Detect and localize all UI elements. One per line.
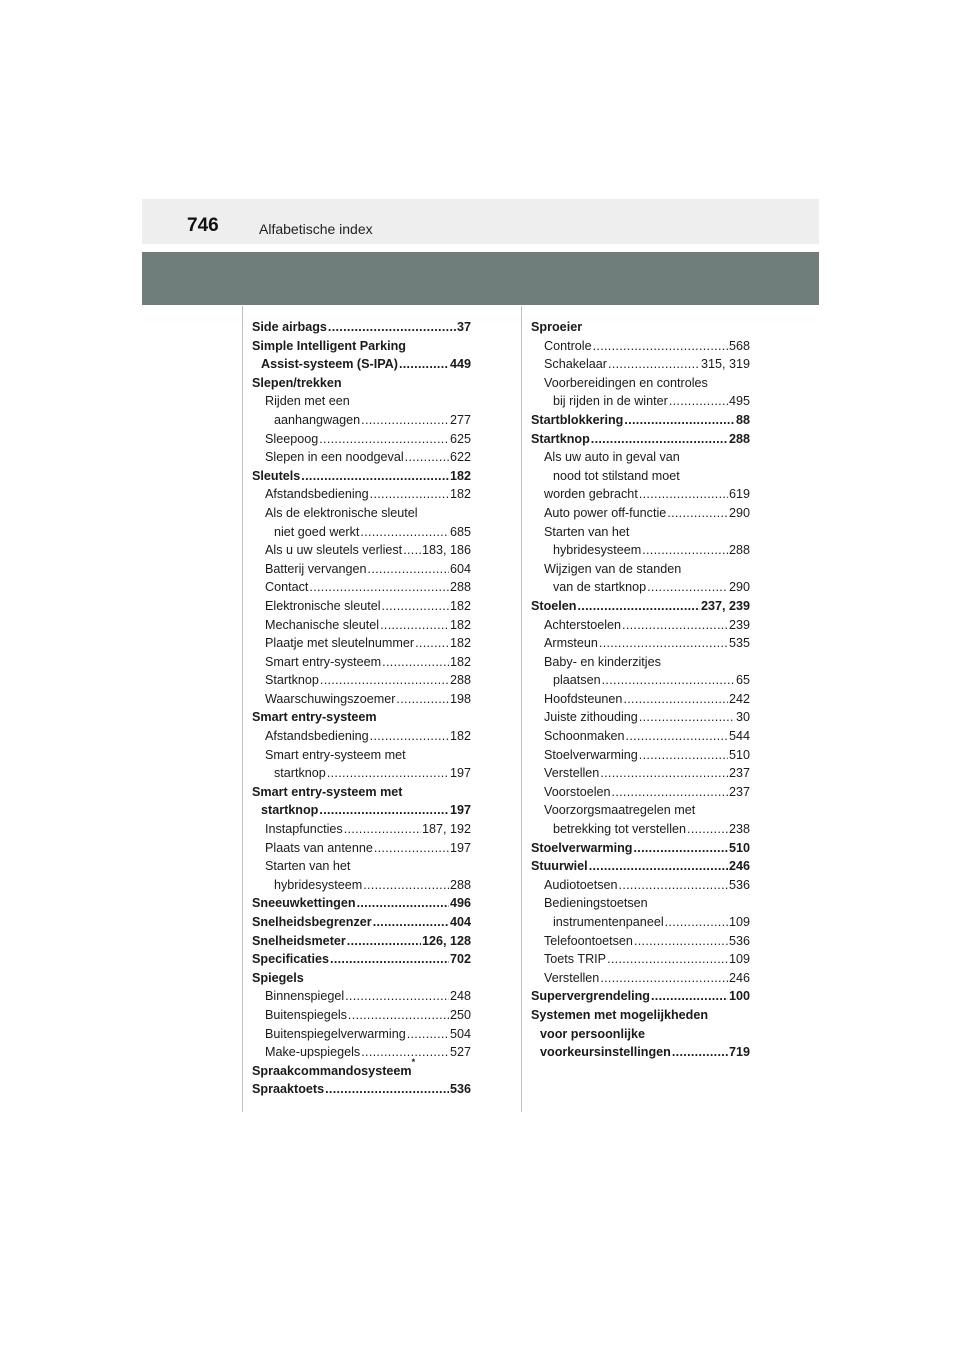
index-entry-page: 504 [449, 1026, 471, 1041]
index-entry-label: Plaats van antenne [265, 840, 373, 855]
index-entry [252, 987, 471, 1006]
index-entry-label: Auto power off-functie [544, 505, 667, 520]
index-entry-page: 183, 186 [421, 543, 471, 558]
index-entry [252, 894, 471, 913]
index-entry [531, 969, 750, 988]
index-entry [252, 485, 471, 504]
index-entry [531, 783, 750, 802]
index-entry-page: 449 [449, 357, 471, 372]
index-entry [252, 337, 471, 356]
index-entry-label: Telefoontoetsen [544, 933, 633, 948]
dot-leader [363, 876, 449, 895]
index-entry-page: 315, 319 [700, 357, 750, 372]
index-entry-label: Controle [544, 338, 592, 353]
index-entry-label: Als u uw sleutels verliest [265, 543, 403, 558]
index-entry [531, 764, 750, 783]
index-entry-page: 277 [449, 412, 471, 427]
index-entry [531, 913, 750, 932]
index-entry-label: Stoelverwarming [544, 747, 638, 762]
index-entry-label: Afstandsbediening [265, 487, 369, 502]
index-entry-label: Simple Intelligent Parking [252, 338, 406, 353]
index-entry-page: 288 [728, 543, 750, 558]
index-entry [252, 541, 471, 560]
index-entry [252, 1080, 471, 1099]
index-entry [531, 727, 750, 746]
index-entry [531, 541, 750, 560]
index-entry [252, 764, 471, 783]
dot-leader [330, 950, 449, 969]
index-entry-label: Elektronische sleutel [265, 598, 381, 613]
index-column-right [531, 318, 750, 1062]
index-entry [531, 950, 750, 969]
page-number: 746 [187, 215, 219, 236]
dot-leader [619, 876, 728, 895]
dot-leader [626, 727, 728, 746]
index-entry [531, 820, 750, 839]
index-entry-label: Sleutels [252, 468, 301, 483]
index-entry-page: 536 [728, 933, 750, 948]
index-entry [531, 355, 750, 374]
dot-leader [344, 820, 421, 839]
dot-leader [622, 616, 728, 635]
dot-leader [370, 727, 449, 746]
index-entry-label: Baby- en kinderzitjes [544, 654, 661, 669]
footnote-asterisk: * [411, 1056, 416, 1067]
index-entry [252, 913, 471, 932]
index-entry-label: nood tot stilstand moet [553, 468, 680, 483]
index-entry-label: Startknop [265, 673, 319, 688]
index-entry-label: Smart entry-systeem [252, 710, 377, 725]
index-entry-page: 250 [449, 1007, 471, 1022]
dot-leader [399, 355, 449, 374]
index-entry-label: Bedieningstoetsen [544, 896, 648, 911]
index-entry [252, 969, 471, 988]
index-entry-label: Stoelverwarming [531, 840, 633, 855]
index-entry-page: 197 [449, 766, 471, 781]
dot-leader [382, 597, 449, 616]
index-entry [531, 671, 750, 690]
index-entry-label: hybridesysteem [274, 877, 363, 892]
index-entry [252, 1043, 471, 1062]
index-entry [252, 355, 471, 374]
dot-leader [325, 1080, 449, 1099]
index-entry-label: Plaatje met sleutelnummer [265, 636, 415, 651]
index-entry [531, 932, 750, 951]
index-entry-page: 246 [728, 970, 750, 985]
index-entry-page: 182 [449, 617, 471, 632]
index-entry-page: 237, 239 [700, 598, 750, 613]
index-entry-label: Assist-systeem (S-IPA) [261, 357, 398, 372]
index-entry [252, 746, 471, 765]
index-entry [531, 523, 750, 542]
index-entry [531, 430, 750, 449]
index-entry [252, 616, 471, 635]
dot-leader [639, 708, 735, 727]
dot-leader [368, 560, 449, 579]
index-entry-label: Slepen in een noodgeval [265, 450, 404, 465]
index-entry [531, 448, 750, 467]
index-entry-page: 404 [449, 915, 471, 929]
dot-leader [370, 485, 449, 504]
index-entry [252, 318, 471, 337]
index-entry-label: voor persoonlijke [540, 1026, 645, 1041]
dot-leader [687, 820, 728, 839]
dot-leader [319, 801, 449, 820]
index-entry-label: Voorbereidingen en controles [544, 375, 708, 390]
index-entry-page: 510 [728, 840, 750, 855]
dot-leader [328, 318, 456, 337]
index-entry-page: 288 [728, 431, 750, 446]
index-entry [252, 504, 471, 523]
index-entry-page: 182 [449, 729, 471, 744]
index-entry-page: 619 [728, 487, 750, 502]
index-entry [531, 894, 750, 913]
index-entry-label: Hoofdsteunen [544, 691, 623, 706]
index-entry-page: 288 [449, 877, 471, 892]
index-entry-page: 239 [728, 617, 750, 632]
index-entry-label: Instapfuncties [265, 822, 343, 837]
dot-leader [361, 411, 449, 430]
dot-leader [407, 1025, 449, 1044]
index-entry-label: Buitenspiegels [265, 1007, 347, 1022]
index-entry-page: 248 [449, 989, 471, 1004]
index-entry [252, 1025, 471, 1044]
index-entry [531, 318, 750, 337]
index-entry-page: 535 [728, 636, 750, 651]
index-entry [531, 746, 750, 765]
dot-leader [396, 690, 449, 709]
index-entry-page: 65 [735, 673, 750, 688]
dot-leader [589, 857, 728, 876]
index-entry-label: Buitenspiegelverwarming [265, 1026, 406, 1041]
index-entry-label: Schoonmaken [544, 729, 625, 744]
index-entry-label: voorkeursinstellingen [540, 1045, 671, 1060]
index-entry [531, 1006, 750, 1025]
index-entry-label: Side airbags [252, 320, 327, 334]
dot-leader [600, 969, 728, 988]
index-entry-label: Sleepoog [265, 431, 319, 446]
index-entry-label: Stuurwiel [531, 859, 588, 874]
index-entry-label: Voorstoelen [544, 784, 611, 799]
index-entry-label: Batterij vervangen [265, 561, 367, 576]
index-entry-page: 536 [449, 1082, 471, 1097]
index-entry-label: bij rijden in de winter [553, 394, 668, 409]
index-entry [531, 987, 750, 1006]
index-entry [252, 671, 471, 690]
index-entry-label: Voorzorgsmaatregelen met [544, 803, 696, 818]
index-entry [252, 820, 471, 839]
index-entry [531, 708, 750, 727]
dot-leader [642, 541, 728, 560]
index-entry [252, 857, 471, 876]
index-entry-page: 288 [449, 580, 471, 595]
index-entry-label: niet goed werkt [274, 524, 360, 539]
index-entry-page: 290 [728, 580, 750, 595]
index-entry-page: 246 [728, 859, 750, 874]
index-entry-page: 496 [449, 896, 471, 911]
index-entry-label: Stoelen [531, 598, 577, 613]
dot-leader [639, 746, 728, 765]
dot-leader [623, 690, 728, 709]
index-entry-label: Startknop [531, 431, 590, 446]
index-entry [531, 839, 750, 858]
index-entry [252, 801, 471, 820]
index-entry-label: Spraaktoets [252, 1082, 325, 1097]
dot-leader [373, 913, 449, 932]
index-entry-page: 622 [449, 450, 471, 465]
index-entry-label: betrekking tot verstellen [553, 822, 687, 837]
dot-leader [374, 839, 449, 858]
index-entry-page: 182 [449, 468, 471, 483]
index-entry-page: 536 [728, 877, 750, 892]
dot-leader [672, 1043, 728, 1062]
index-entry-page: 702 [449, 952, 471, 967]
index-entry-label: Starten van het [544, 524, 630, 539]
index-entry-page: 100 [728, 989, 750, 1004]
index-entry-label: Starten van het [265, 859, 351, 874]
index-entry-label: Smart entry-systeem met [265, 747, 406, 762]
dot-leader [633, 839, 728, 858]
index-entry [252, 783, 471, 802]
dot-leader [348, 1006, 449, 1025]
index-entry-label: Toets TRIP [544, 952, 607, 967]
index-entry-page: 604 [449, 561, 471, 576]
index-entry-page: 197 [449, 840, 471, 855]
index-entry-page: 237 [728, 784, 750, 799]
index-entry-page: 568 [728, 338, 750, 353]
index-entry-label: Audiotoetsen [544, 877, 618, 892]
dot-leader [357, 894, 449, 913]
index-entry-label: Armsteun [544, 636, 598, 651]
index-entry-label: Juiste zithouding [544, 710, 638, 725]
index-entry [531, 392, 750, 411]
index-entry-page: 527 [449, 1045, 471, 1060]
index-entry-page: 88 [735, 412, 750, 427]
section-title: Alfabetische index [259, 221, 373, 237]
index-entry [252, 411, 471, 430]
index-entry-label: startknop [274, 766, 326, 781]
index-entry [531, 1043, 750, 1062]
index-entry [531, 485, 750, 504]
index-entry-label: Supervergrendeling [531, 989, 650, 1004]
index-entry-label: Make-upspiegels [265, 1045, 361, 1060]
dot-leader [639, 485, 728, 504]
index-entry [252, 523, 471, 542]
index-entry [252, 727, 471, 746]
index-entry-label: Wijzigen van de standen [544, 561, 682, 576]
index-entry-page: 290 [728, 505, 750, 520]
index-entry [252, 708, 471, 727]
index-entry [252, 839, 471, 858]
dot-leader [382, 653, 449, 672]
index-entry [531, 801, 750, 820]
index-entry-page: 510 [728, 747, 750, 762]
index-entry-label: Waarschuwingszoemer [265, 691, 396, 706]
index-entry-label: Rijden met een [265, 394, 350, 409]
index-entry-page: 126, 128 [421, 933, 471, 948]
index-entry-page: 182 [449, 654, 471, 669]
dot-leader [665, 913, 728, 932]
index-entry [252, 876, 471, 895]
index-entry [252, 950, 471, 969]
index-entry [252, 467, 471, 486]
index-entry-page: 495 [728, 394, 750, 409]
dot-leader [320, 671, 449, 690]
index-entry-label: Specificaties [252, 952, 330, 967]
dot-leader [608, 355, 700, 374]
index-entry-page: 719 [728, 1045, 750, 1060]
index-entry [531, 653, 750, 672]
index-entry-page: 237 [728, 766, 750, 781]
index-entry [531, 634, 750, 653]
dot-leader [612, 783, 728, 802]
dot-leader [327, 764, 449, 783]
index-entry-page: 30 [735, 710, 750, 725]
index-entry-page: 685 [449, 524, 471, 539]
index-entry-label: Afstandsbediening [265, 729, 369, 744]
index-entry [252, 430, 471, 449]
index-entry [531, 857, 750, 876]
index-entry-page: 182 [449, 598, 471, 613]
dot-leader [347, 932, 421, 951]
header-bar [142, 199, 819, 244]
dot-leader [309, 578, 449, 597]
index-entry [252, 634, 471, 653]
dot-leader [600, 764, 728, 783]
index-entry [531, 374, 750, 393]
dot-leader [301, 467, 449, 486]
dot-leader [591, 430, 728, 449]
right-column-divider [521, 306, 522, 1112]
index-entry [531, 597, 750, 616]
index-entry-label: worden gebracht [544, 487, 638, 502]
index-entry [252, 392, 471, 411]
index-entry-label: Systemen met mogelijkheden [531, 1007, 709, 1022]
index-entry [252, 578, 471, 597]
index-entry [531, 690, 750, 709]
dot-leader [345, 987, 449, 1006]
dot-leader [651, 987, 728, 1006]
index-entry [252, 560, 471, 579]
index-entry [531, 337, 750, 356]
index-entry [252, 448, 471, 467]
index-entry [531, 1025, 750, 1044]
index-entry-label: Slepen/trekken [252, 375, 342, 390]
index-entry-label: Als de elektronische sleutel [265, 505, 418, 520]
index-entry-label: Achterstoelen [544, 617, 622, 632]
dot-leader [405, 448, 449, 467]
index-entry-label: Sproeier [531, 320, 583, 334]
dot-leader [607, 950, 728, 969]
index-entry-page: 182 [449, 487, 471, 502]
index-entry-label: plaatsen [553, 673, 601, 688]
index-entry-page: 182 [449, 636, 471, 651]
index-entry-label: startknop [261, 803, 319, 818]
dot-leader [403, 541, 421, 560]
index-entry-page: 109 [728, 915, 750, 929]
dot-leader [669, 392, 728, 411]
index-entry-label: instrumentenpaneel [553, 915, 664, 929]
dot-leader [319, 430, 449, 449]
index-entry-label: hybridesysteem [553, 543, 642, 558]
index-entry-label: Contact [265, 580, 309, 595]
index-entry [252, 1056, 471, 1081]
header-band [142, 252, 819, 305]
dot-leader [647, 578, 728, 597]
index-entry-page: 37 [456, 320, 471, 334]
index-entry-label: Als uw auto in geval van [544, 450, 680, 465]
index-entry-label: Startblokkering [531, 412, 624, 427]
index-entry-page: 625 [449, 431, 471, 446]
dot-leader [599, 634, 728, 653]
index-entry [252, 374, 471, 393]
dot-leader [380, 616, 449, 635]
index-entry-page: 288 [449, 673, 471, 688]
index-entry-page: 187, 192 [421, 822, 471, 837]
index-entry [252, 653, 471, 672]
index-entry [531, 560, 750, 579]
dot-leader [667, 504, 728, 523]
index-entry [252, 1006, 471, 1025]
index-entry [531, 504, 750, 523]
index-entry-label: Spiegels [252, 970, 304, 985]
left-column-divider [242, 306, 243, 1112]
index-column-left [252, 318, 471, 1099]
index-entry-label: van de startknop [553, 580, 647, 595]
index-entry-label: Snelheidsmeter [252, 933, 346, 948]
index-entry-label: Snelheidsbegrenzer [252, 915, 372, 929]
index-entry-label: Smart entry-systeem met [252, 784, 403, 799]
index-entry-page: 544 [728, 729, 750, 744]
dot-leader [593, 337, 728, 356]
index-entry [531, 616, 750, 635]
index-entry-label: aanhangwagen [274, 412, 361, 427]
index-entry-label: Binnenspiegel [265, 989, 345, 1004]
index-entry [531, 467, 750, 486]
index-entry [531, 411, 750, 430]
index-entry [531, 876, 750, 895]
index-entry-page: 109 [728, 952, 750, 967]
dot-leader [361, 1043, 449, 1062]
index-entry-page: 198 [449, 691, 471, 706]
dot-leader [602, 671, 735, 690]
index-entry [252, 597, 471, 616]
index-entry-label: Schakelaar [544, 357, 608, 372]
index-entry [531, 578, 750, 597]
dot-leader [578, 597, 700, 616]
index-entry-label: Spraakcommandosysteem [252, 1063, 412, 1078]
dot-leader [634, 932, 728, 951]
index-entry-label: Verstellen [544, 766, 600, 781]
index-entry-page: 242 [728, 691, 750, 706]
index-entry-label: Smart entry-systeem [265, 654, 382, 669]
index-entry-label: Verstellen [544, 970, 600, 985]
dot-leader [415, 634, 449, 653]
index-entry [252, 690, 471, 709]
index-entry-page: 197 [449, 803, 471, 818]
index-entry [252, 932, 471, 951]
dot-leader [360, 523, 449, 542]
index-entry-label: Sneeuwkettingen [252, 896, 356, 911]
dot-leader [624, 411, 735, 430]
index-entry-label: Mechanische sleutel [265, 617, 380, 632]
index-entry-page: 238 [728, 822, 750, 837]
